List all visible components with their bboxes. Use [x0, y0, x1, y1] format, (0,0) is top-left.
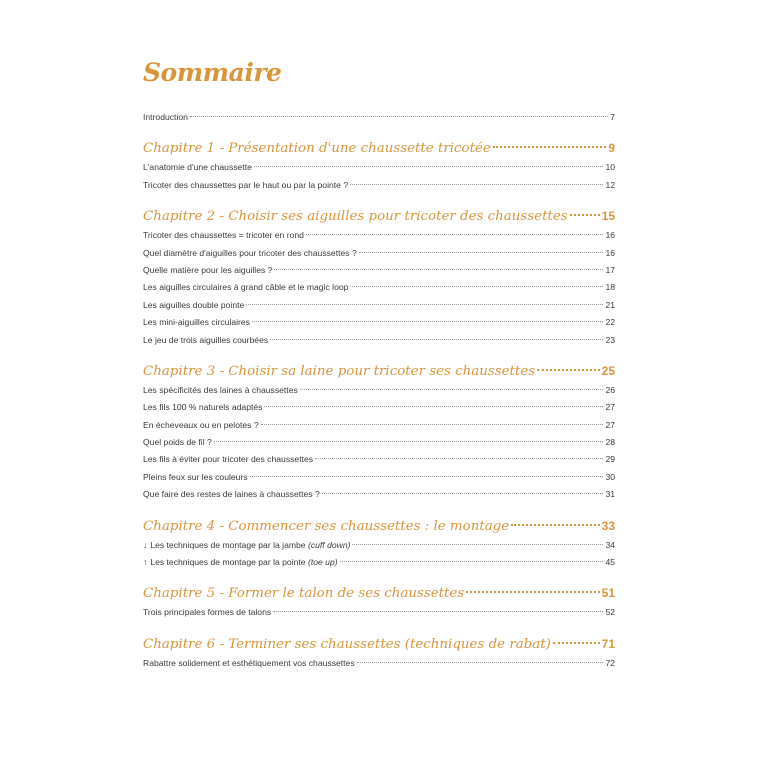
dot-leader [466, 591, 599, 593]
dot-leader [274, 269, 603, 270]
arrow-down-icon: ↓ [143, 539, 148, 550]
toc-entry-label [143, 434, 212, 451]
toc-page-number: 31 [605, 489, 615, 500]
toc-entry[interactable] [143, 417, 615, 434]
toc-entry-label [143, 262, 272, 279]
toc-entry-text: Pleins feux sur les couleurs [143, 471, 248, 482]
dot-leader [570, 214, 600, 216]
toc-entry-text: Quel poids de fil ? [143, 437, 212, 448]
toc-entry-label [143, 604, 271, 621]
toc-page-number: 18 [605, 282, 615, 293]
toc-page-number: 27 [605, 419, 615, 430]
toc-entry-text: Le jeu de trois aiguilles courbées [143, 334, 269, 345]
toc-entry-label [143, 469, 248, 486]
toc-entry[interactable] [143, 245, 615, 262]
toc-page-number: 12 [605, 179, 615, 190]
toc-page-number: 45 [605, 557, 615, 568]
chapter-page-number: 15 [601, 209, 615, 224]
toc-entry-text: Trois principales formes de talons [143, 607, 272, 618]
dot-leader [350, 184, 603, 185]
chapter-page-number: 9 [608, 141, 615, 156]
toc-entry-label [143, 655, 355, 672]
toc-page-number: 72 [605, 657, 615, 668]
toc-entry[interactable] [143, 279, 615, 296]
toc-entry-text: Quel diamètre d'aiguilles pour tricoter des chaussettes ? [143, 247, 357, 258]
toc-entry[interactable] [143, 451, 615, 468]
dot-leader [246, 304, 603, 305]
toc-entry-text: Tricoter des chaussettes par le haut ou par la pointe ? [143, 179, 349, 190]
dot-leader [352, 544, 603, 545]
chapter-page-number: 71 [601, 636, 615, 651]
toc-entry[interactable] [143, 486, 615, 503]
dot-leader [493, 146, 606, 148]
toc-entry-label [143, 279, 348, 296]
chapter-page-number: 33 [601, 518, 615, 533]
toc-entry-text: Les aiguilles double pointe [143, 299, 245, 310]
toc-entry-note: (toe up) [307, 557, 338, 568]
toc-entry-text: Les fils 100 % naturels adaptés [143, 402, 263, 413]
chapter-heading-1[interactable] [143, 138, 615, 159]
toc-page-number: 27 [605, 402, 615, 413]
toc-entry-text: Les techniques de montage par la pointe [150, 557, 306, 568]
chapter-heading-2[interactable] [143, 206, 615, 227]
toc-page-number: 16 [605, 230, 615, 241]
toc-entry[interactable] [143, 177, 615, 194]
toc-entry-label [143, 554, 338, 571]
toc-page-number: 28 [605, 437, 615, 448]
toc-entry-label: Introduction [143, 112, 188, 122]
dot-leader [537, 369, 600, 371]
toc-entry-text: Les mini-aiguilles circulaires [143, 317, 250, 328]
toc-entry-label [143, 382, 298, 399]
toc-entry-label [143, 537, 350, 554]
chapter-page-number: 25 [601, 363, 615, 378]
chapter-page-number: 51 [601, 586, 615, 601]
toc-entry-label [143, 332, 268, 349]
toc-entry[interactable] [143, 314, 615, 331]
toc-entry[interactable] [143, 604, 615, 621]
toc-entry-text: Quelle matière pour les aiguilles ? [143, 264, 273, 275]
dot-leader [359, 252, 604, 253]
dot-leader [306, 234, 604, 235]
toc-page-number: 16 [605, 247, 615, 258]
chapter-heading-6[interactable] [143, 634, 615, 655]
chapter-heading-5[interactable] [143, 583, 615, 604]
toc-entry-text: L'anatomie d'une chaussette [143, 162, 252, 173]
toc-entry-text: Rabattre solidement et esthétiquement vos chaussettes [143, 657, 355, 668]
toc-entry-note: (cuff down) [307, 539, 351, 550]
toc-entry-label [143, 417, 259, 434]
toc-entry[interactable] [143, 434, 615, 451]
toc-entry-text: Les techniques de montage par la jambe [150, 539, 306, 550]
dot-leader [357, 662, 604, 663]
dot-leader [340, 561, 604, 562]
dot-leader [273, 611, 603, 612]
chapter-title: Chapitre 1 - Présentation d'une chaussette tricotée [143, 141, 491, 157]
dot-leader [264, 406, 603, 407]
toc-entry[interactable] [143, 159, 615, 176]
toc-entry-text: Que faire des restes de laines à chaussettes ? [143, 489, 320, 500]
chapter-heading-3[interactable] [143, 361, 615, 382]
chapter-title: Chapitre 6 - Terminer ses chaussettes (techniques de rabat) [143, 636, 551, 652]
chapter-title: Chapitre 4 - Commencer ses chaussettes : le montage [143, 518, 510, 534]
toc-entry-text: Les fils à éviter pour tricoter des chaussettes [143, 454, 314, 465]
dot-leader [261, 424, 604, 425]
dot-leader [270, 339, 603, 340]
dot-leader [250, 476, 604, 477]
toc-entry-label [143, 451, 313, 468]
toc-page-number: 7 [610, 112, 615, 122]
toc-page-number: 21 [605, 299, 615, 310]
page-title: Sommaire [143, 58, 282, 87]
toc-entry[interactable] [143, 227, 615, 244]
toc-entry-label [143, 486, 320, 503]
toc-entry[interactable] [143, 382, 615, 399]
dot-leader [350, 286, 603, 287]
dot-leader [553, 642, 600, 644]
toc-page-number: 17 [605, 264, 615, 275]
toc-entry[interactable] [143, 297, 615, 314]
toc-entry-label [143, 399, 262, 416]
toc-page-number: 22 [605, 317, 615, 328]
dot-leader [214, 441, 604, 442]
chapter-heading-4[interactable] [143, 516, 615, 537]
chapter-title: Chapitre 3 - Choisir sa laine pour tricoter ses chaussettes [143, 363, 536, 379]
toc-entry-label [143, 227, 304, 244]
toc-entry[interactable] [143, 262, 615, 279]
toc-entry-label [143, 159, 252, 176]
toc-page-number: 10 [605, 162, 615, 173]
toc-page-number: 30 [605, 471, 615, 482]
table-of-contents [143, 58, 615, 672]
toc-entry-text: Tricoter des chaussettes = tricoter en rond [143, 230, 304, 241]
toc-page-number: 34 [605, 539, 615, 550]
dot-leader [322, 493, 604, 494]
toc-entry[interactable] [143, 399, 615, 416]
toc-entry-text: Les aiguilles circulaires à grand câble et le magic loop [143, 282, 349, 293]
chapter-title: Chapitre 5 - Former le talon de ses chaussettes [143, 586, 465, 602]
toc-entry-text: En écheveaux ou en pelotes ? [143, 419, 259, 430]
toc-page-number: 26 [605, 384, 615, 395]
toc-entry-label [143, 245, 357, 262]
toc-entry[interactable] [143, 537, 615, 554]
dot-leader [254, 166, 604, 167]
toc-entry-label [143, 177, 348, 194]
chapter-list [143, 138, 615, 672]
toc-entry-label [143, 297, 244, 314]
dot-leader [252, 321, 603, 322]
toc-entry-text: Les spécificités des laines à chaussettes [143, 384, 298, 395]
dot-leader [190, 116, 608, 117]
chapter-title: Chapitre 2 - Choisir ses aiguilles pour tricoter des chaussettes [143, 209, 568, 225]
toc-page-number: 23 [605, 334, 615, 345]
toc-entry[interactable] [143, 469, 615, 486]
toc-entry[interactable] [143, 332, 615, 349]
toc-entry-introduction[interactable] [143, 109, 615, 126]
toc-entry-label [143, 314, 250, 331]
dot-leader [300, 389, 604, 390]
dot-leader [511, 524, 599, 526]
dot-leader [315, 458, 603, 459]
toc-entry[interactable] [143, 655, 615, 672]
toc-page-number: 52 [605, 607, 615, 618]
toc-entry[interactable] [143, 554, 615, 571]
arrow-up-icon: ↑ [143, 557, 148, 568]
toc-page-number: 29 [605, 454, 615, 465]
